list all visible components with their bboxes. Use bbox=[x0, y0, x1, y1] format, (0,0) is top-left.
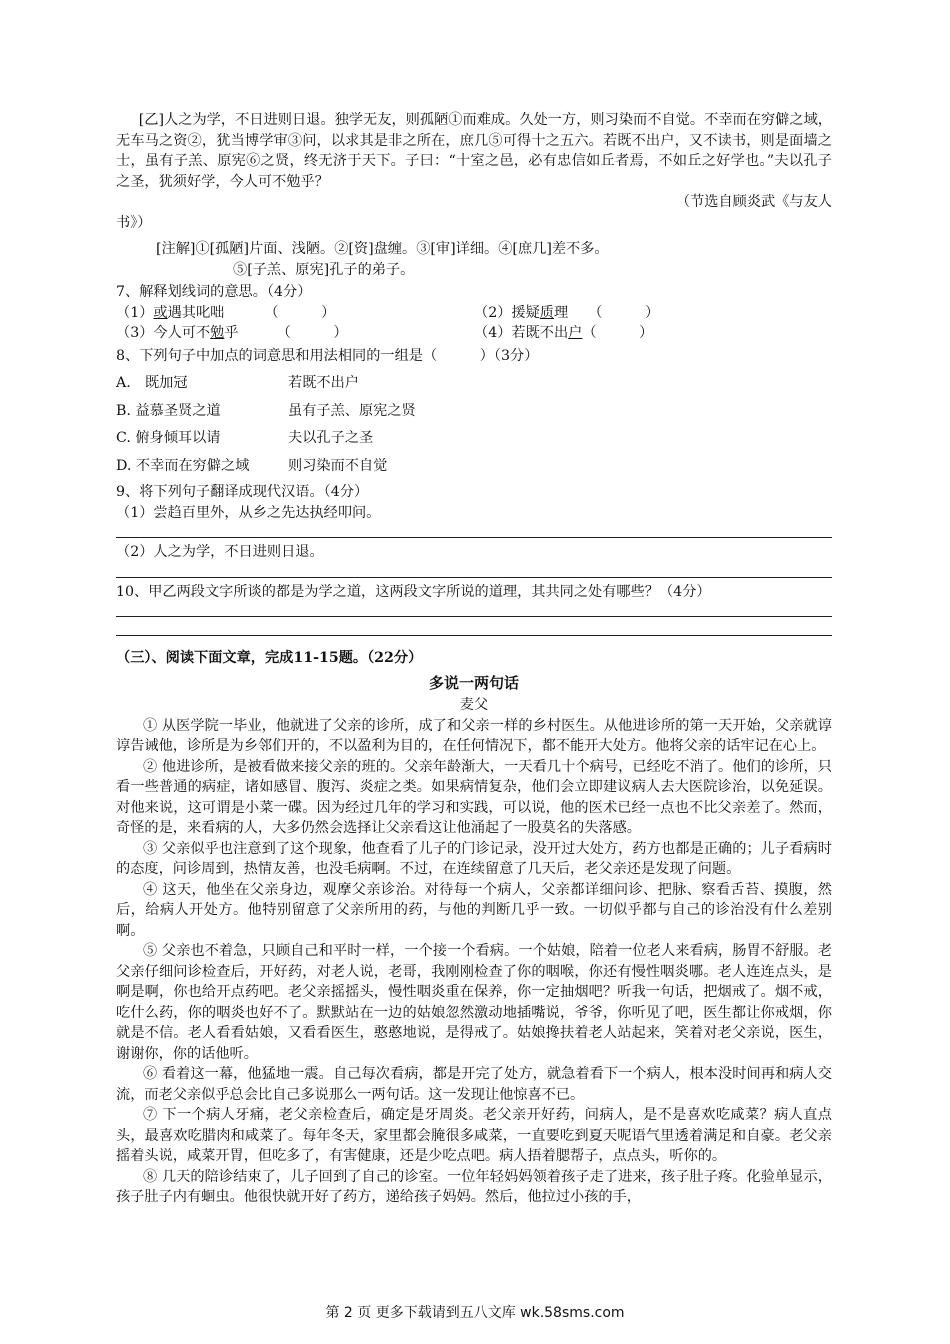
answer-line[interactable] bbox=[116, 523, 832, 538]
yi-source-cont: 书》） bbox=[116, 214, 152, 231]
q10-stem: 10、甲乙两段文字所谈的都是为学之道，这两段文字所说的道理，其共同之处有哪些？（4分） bbox=[116, 583, 711, 600]
article-paragraph-1: ① 从医学院一毕业，他就进了父亲的诊所，成了和父亲一样的乡村医生。从他进诊所的第一天开始，父亲就谆谆告诫他，诊所是为乡邻们开的，不以盈利为目的，在任何情况下，都不能开大处方。他将父亲的话牢记在心上。 bbox=[116, 717, 832, 754]
annotation bbox=[116, 239, 832, 280]
question-10 bbox=[116, 582, 832, 637]
question-7 bbox=[116, 282, 832, 344]
article-paragraph-6: ⑥ 看着这一幕，他猛地一震。自己每次看病，都是开完了处方，就急着看下一个病人，根本没时间再和病人交流，而老父亲似乎总会比自己多说那么一两句话。这一发现让他惊喜不已。 bbox=[116, 1066, 832, 1103]
article-paragraph-8: ⑧ 几天的陪诊结束了，儿子回到了自己的诊室。一位年轻妈妈领着孩子走了进来，孩子肚子疼。化验单显示，孩子肚子内有蛔虫。他很快就开好了药方，递给孩子妈妈。然后，他拉过小孩的手， bbox=[116, 1168, 832, 1205]
article-title: 多说一两句话 bbox=[428, 673, 519, 692]
page-footer: 第 2 页 更多下载请到五八文库 wk.58sms.com bbox=[325, 1305, 625, 1321]
document-page bbox=[116, 110, 832, 1208]
article-paragraph-5: ⑤ 父亲也不着急，只顾自己和平时一样，一个接一个看病。一个姑娘，陪着一位老人来看病，肠胃不舒服。老父亲仔细问诊检查后，开好药，对老人说，老哥，我刚刚检查了你的咽喉，你还有慢性咽炎哪。老人连连点头，是啊是啊，你也给开点药吧。老父亲摇摇头，慢性咽炎重在保养，你一定抽烟吧？听我一句话，把烟戒了。烟不戒，吃什么药，你的咽炎也好不了。默默站在一边的姑娘忽然激动地插嘴说，爷爷，你听见了吧，医生都让你戒烟，你就是不信。老人看看姑娘，又看看医生，憨憨地说，是得戒了。姑娘搀扶着老人站起来，笑着对老父亲说，医生，谢谢你，你的话他听。 bbox=[116, 943, 832, 1062]
annotation-line-1: [注解]①[孤陋]片面、浅陋。②[资]盘缠。③[审]详细。④[庶几]差不多。 bbox=[156, 241, 609, 257]
annotation-line-2: ⑤[子羔、原宪]孔子的弟子。 bbox=[233, 261, 415, 278]
q8-option-b: B. 益慕圣贤之道 虽有子羔、原宪之贤 bbox=[116, 402, 416, 419]
article-paragraph-2: ② 他进诊所，是被看做来接父亲的班的。父亲年龄渐大，一天看几十个病号，已经吃不消了。他们的诊所，只看一些普通的病症，诸如感冒、腹泻、炎症之类。如果病情复杂，他们会立即建议病人去大医院诊治，以免延误。对他来说，这可谓是小菜一碟。因为经过几年的学习和实践，可以说，他的医术已经一点也不比父亲差了。然而，奇怪的是，来看病的人，大多仍然会选择让父亲看这让他涌起了一股莫名的失落感。 bbox=[116, 758, 832, 836]
article-paragraph-3: ③ 父亲似乎也注意到了这个现象，他查看了儿子的门诊记录，没开过大处方，药方也都是正确的；儿子看病时的态度，问诊周到，热情友善，也没毛病啊。不过，在连续留意了几天后，老父亲还是发现了问题。 bbox=[116, 840, 832, 877]
yi-source: （节选自顾炎武《与友人 bbox=[675, 194, 832, 210]
answer-line[interactable] bbox=[116, 621, 832, 636]
article-author: 麦父 bbox=[459, 697, 489, 713]
answer-line[interactable] bbox=[116, 563, 832, 578]
q7-stem: 7、解释划线词的意思。（4分） bbox=[116, 284, 312, 300]
q8-option-c: C. 俯身倾耳以请 夫以孔子之圣 bbox=[116, 430, 374, 446]
q8-option-a: A. 既加冠 若既不出户 bbox=[116, 375, 359, 391]
q9-sentence-1: （1）尝趋百里外，从乡之先达执经叩问。 bbox=[116, 504, 381, 521]
article-paragraph-4: ④ 这天，他坐在父亲身边，观摩父亲诊治。对待每一个病人，父亲都详细问诊、把脉、察看舌苔、摸腹，然后，给病人开处方。他特别留意了父亲所用的药，与他的判断几乎一致。一切似乎都与自己的诊治没有什么差别啊。 bbox=[116, 881, 832, 939]
q9-sentence-2: （2）人之为学，不日进则日退。 bbox=[116, 544, 324, 560]
answer-line[interactable] bbox=[116, 602, 832, 617]
q7-row-1: （1）或遇其叱咄 （ ） （2）援疑质理 （ ） bbox=[116, 304, 660, 321]
q9-stem: 9、将下列句子翻译成现代汉语。（4分） bbox=[116, 484, 369, 500]
question-9 bbox=[116, 482, 832, 578]
q8-stem: 8、下列句子中加点的词意思和用法相同的一组是（ ）（3分） bbox=[116, 347, 539, 364]
section-3-heading: （三）、阅读下面文章，完成11-15题。（22分） bbox=[116, 650, 423, 666]
question-8 bbox=[116, 346, 832, 477]
q7-row-2: （3）今人可不勉乎 （ ） （4）若既不出户（ ） bbox=[116, 325, 654, 341]
yi-paragraph: [乙]人之为学，不日进则日退。独学无友，则孤陋①而难成。久处一方，则习染而不自觉。不幸而在穷僻之域，无车马之资②，犹当博学审③问，以求其是非之所在，庶几⑤可得十之五六。若既不出户，又不读书，则是面墙之士，虽有子羔、原宪⑥之贤，终无济于天下。子曰：“十室之邑，必有忠信如丘者焉，不如丘之好学也。”夫以孔子之圣，犹须好学，今人可不勉乎？ bbox=[116, 112, 832, 190]
article-body bbox=[116, 716, 832, 1208]
q8-option-d: D. 不幸而在穷僻之域 则习染而不自觉 bbox=[116, 457, 388, 474]
article-paragraph-7: ⑦ 下一个病人牙痛，老父亲检查后，确定是牙周炎。老父亲开好药，问病人，是不是喜欢吃咸菜？病人直点头，最喜欢吃腊肉和咸菜了。每年冬天，家里都会腌很多咸菜，一直要吃到夏天呢语气里透着满足和自豪。老父亲摇着头说，咸菜开胃，但吃多了，有害健康，还是少吃点吧。病人捂着腮帮子，点点头，听你的。 bbox=[116, 1107, 832, 1164]
